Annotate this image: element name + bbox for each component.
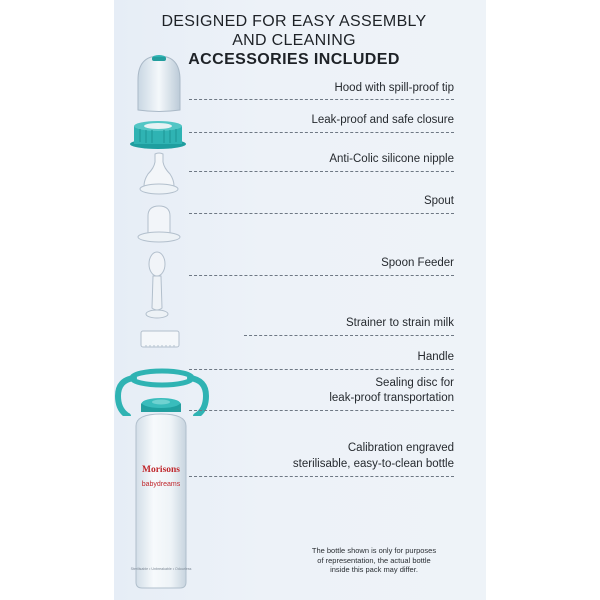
nipple-icon: [138, 152, 180, 196]
bottle-brand-text: Morisons: [142, 465, 180, 475]
bottle-side-text: Sterilisable • Unbreakable • Odourless: [130, 567, 192, 571]
strainer-icon: [138, 328, 182, 352]
hood-icon: [134, 52, 184, 114]
heading-accessories: ACCESSORIES INCLUDED: [188, 51, 400, 68]
heading-line-2: AND CLEANING: [232, 32, 356, 49]
label-bottle-line-1: Calibration engraved: [347, 442, 454, 454]
label-spout: Spout: [423, 195, 454, 207]
divider-spout: [189, 213, 454, 214]
divider-spoon-feeder: [189, 275, 454, 276]
label-closure: Leak-proof and safe closure: [311, 114, 454, 126]
label-spoon-feeder: Spoon Feeder: [381, 257, 454, 269]
sealing-disc-icon: [140, 396, 182, 412]
label-handle: Handle: [417, 351, 454, 363]
label-nipple: Anti-Colic silicone nipple: [329, 153, 454, 165]
disclaimer-line-1: The bottle shown is only for purposes: [311, 546, 437, 555]
spoon-feeder-icon: [142, 250, 172, 320]
divider-closure: [189, 132, 454, 133]
disclaimer-note: [294, 546, 454, 575]
label-sealing-disc-line-2: leak-proof transportation: [329, 392, 454, 404]
divider-bottle: [189, 476, 454, 477]
divider-sealing-disc: [189, 410, 454, 411]
divider-hood: [189, 99, 454, 100]
label-sealing-disc-line-1: Sealing disc for: [375, 377, 454, 389]
heading-line-1: DESIGNED FOR EASY ASSEMBLY: [161, 13, 427, 30]
disclaimer-line-2: of representation, the actual bottle: [317, 555, 431, 565]
divider-handle: [189, 369, 454, 370]
divider-strainer: [244, 335, 454, 336]
bottle-icon: [126, 396, 196, 592]
closure-ring-icon: [128, 120, 188, 150]
spout-icon: [136, 204, 182, 244]
divider-nipple: [189, 171, 454, 172]
disclaimer-line-3: inside this pack may differ.: [330, 565, 418, 574]
label-bottle-line-2: sterilisable, easy-to-clean bottle: [292, 458, 454, 470]
label-hood: Hood with spill-proof tip: [334, 82, 454, 94]
bottle-sub-brand-text: babydreams: [141, 481, 181, 488]
label-strainer: Strainer to strain milk: [345, 317, 454, 329]
product-info-panel: [114, 0, 486, 600]
